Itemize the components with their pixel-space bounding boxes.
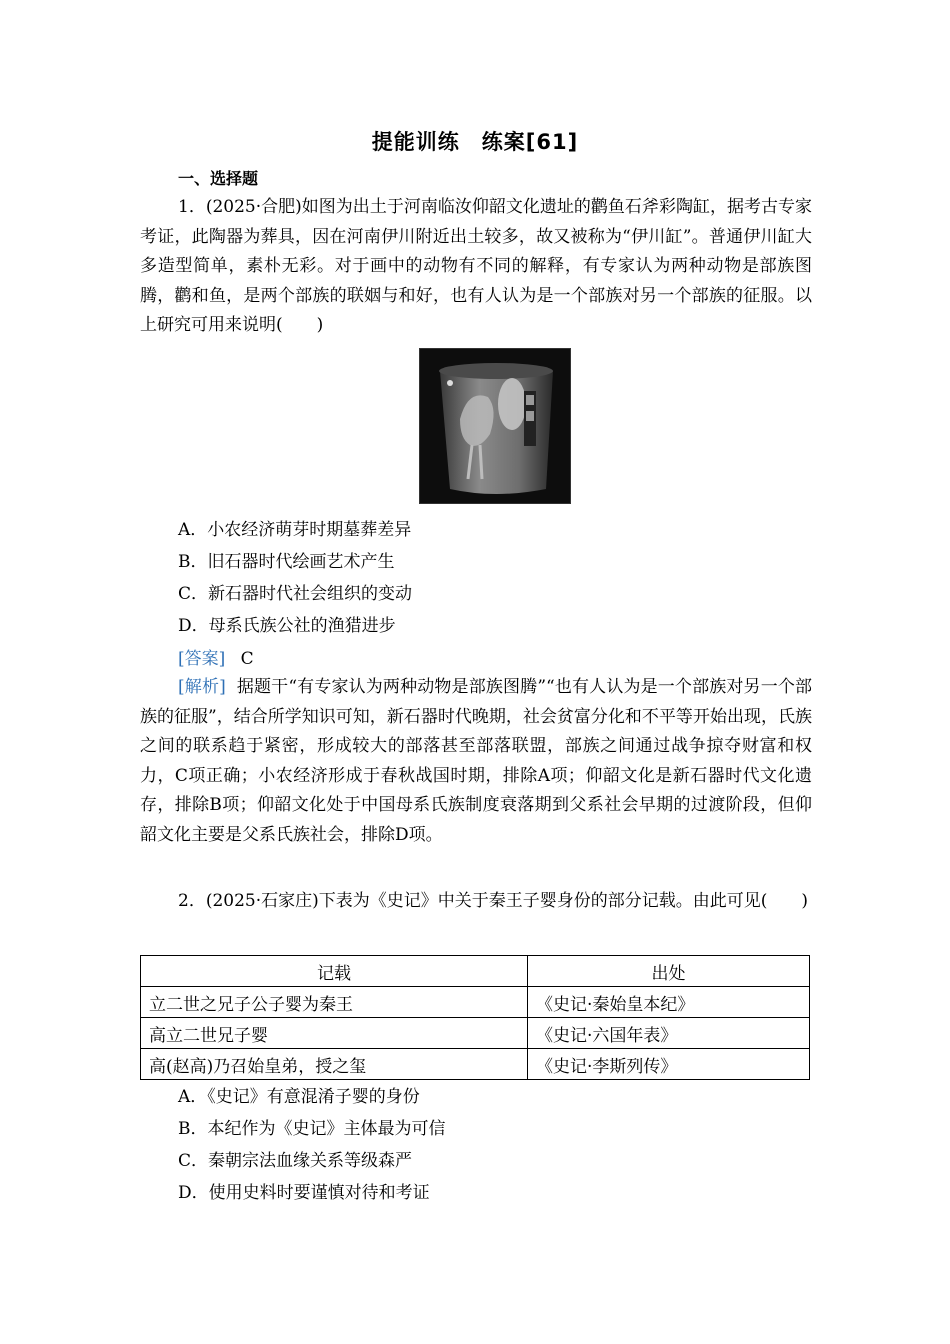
- question-1-stem: 1．(2025·合肥)如图为出土于河南临汝仰韶文化遗址的鹳鱼石斧彩陶缸，据考古专家考证，此陶器为葬具，因在河南伊川附近出土较多，故又被称为“伊川缸”。普通伊川缸大多造型简单，素朴无彩。对于画中的动物有不同的解释，有专家认为两种动物是部族图腾，鹳和鱼，是两个部族的联姻与和好，也有人认为是一个部族对另一个部族的征服。以上研究可用来说明( ): [140, 197, 812, 336]
- question-2-option-c: C．秦朝宗法血缘关系等级森严: [178, 1151, 413, 1171]
- page-title: 提能训练 练案[61]: [371, 130, 579, 154]
- answer-tag: [答案]: [178, 649, 226, 669]
- table-cell: 高(赵高)乃召始皇弟，授之玺: [141, 1049, 528, 1080]
- question-1-option-a: A．小农经济萌芽时期墓葬差异: [178, 520, 412, 540]
- table-cell: 高立二世兄子婴: [141, 1018, 528, 1049]
- question-2-option-a: A．《史记》有意混淆子婴的身份: [178, 1087, 420, 1107]
- table-header-record: 记载: [141, 956, 528, 987]
- question-1-answer: [178, 644, 254, 669]
- table-row: [141, 1018, 810, 1049]
- section-heading: 一、选择题: [178, 169, 259, 188]
- question-2-option-d: D．使用史料时要谨慎对待和考证: [178, 1183, 430, 1203]
- table-row: [141, 987, 810, 1018]
- table-header-row: [141, 956, 810, 987]
- table-header-source: 出处: [528, 956, 810, 987]
- analysis-tag: [解析]: [178, 677, 226, 697]
- answer-value: C: [240, 649, 254, 669]
- question-2-stem: 2．(2025·石家庄)下表为《史记》中关于秦王子婴身份的部分记载。由此可见( ): [178, 891, 809, 911]
- table-cell: 立二世之兄子公子婴为秦王: [141, 987, 528, 1018]
- table-cell: 《史记·李斯列传》: [528, 1049, 810, 1080]
- pottery-jar-image: [419, 348, 571, 504]
- question-2-option-b: B．本纪作为《史记》主体最为可信: [178, 1119, 446, 1139]
- records-table: [140, 955, 810, 1080]
- question-1-option-b: B．旧石器时代绘画艺术产生: [178, 552, 395, 572]
- question-1-analysis: [解析] 据题干“有专家认为两种动物是部族图腾”“也有人认为是一个部族对另一个部族的征服”，结合所学知识可知，新石器时代晚期，社会贫富分化和不平等开始出现，氏族之间的联系趋于紧密，形成较大的部落甚至部落联盟，部族之间通过战争掠夺财富和权力，C项正确；小农经济形成于春秋战国时期，排除A项；仰韶文化是新石器时代文化遗存，排除B项；仰韶文化处于中国母系氏族制度衰落期到父系社会早期的过渡阶段，但仰韶文化主要是父系氏族社会，排除D项。: [140, 677, 813, 845]
- question-1-option-c: C．新石器时代社会组织的变动: [178, 584, 413, 604]
- table-cell: 《史记·六国年表》: [528, 1018, 810, 1049]
- question-1-option-d: D．母系氏族公社的渔猎进步: [178, 616, 396, 636]
- table-row: [141, 1049, 810, 1080]
- table-cell: 《史记·秦始皇本纪》: [528, 987, 810, 1018]
